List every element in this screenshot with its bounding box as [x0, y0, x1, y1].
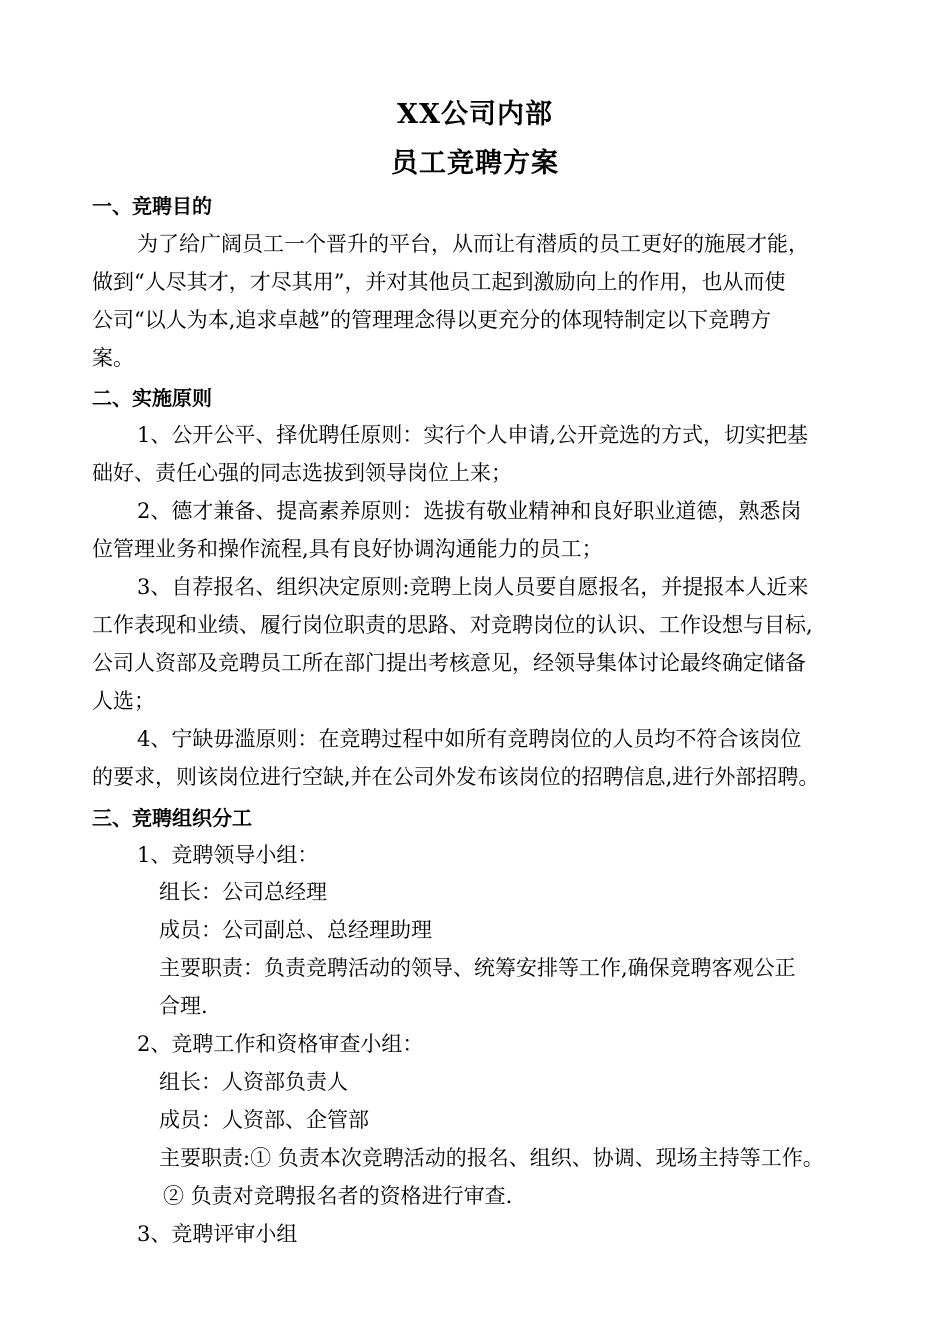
section1-heading: 一、竞聘目的: [92, 194, 212, 218]
section2-paragraph-line: 位管理业务和操作流程,具有良好协调沟通能力的员工；: [92, 537, 603, 561]
section3-paragraph-line: 成员：人资部、企管部: [159, 1108, 369, 1132]
section3-paragraph-line: 主要职责：负责竞聘活动的领导、统筹安排等工作,确保竞聘客观公正: [159, 956, 796, 980]
section3-paragraph-line: 2、竞聘工作和资格审查小组：: [137, 1032, 424, 1056]
section3-paragraph-line: 成员：公司副总、总经理助理: [159, 918, 432, 942]
section3-paragraph-line: 合理.: [159, 994, 208, 1018]
document-title-line1: XX公司内部: [397, 99, 553, 130]
section3-paragraph-line: 组长：公司总经理: [159, 880, 327, 904]
section1-paragraph-line: 为了给广阔员工一个晋升的平台，从而让有潜质的员工更好的施展才能，: [137, 232, 809, 256]
section2-paragraph-line: 础好、责任心强的同志选拔到领导岗位上来；: [92, 461, 512, 485]
section2-paragraph-line: 1、公开公平、择优聘任原则：实行个人申请,公开竞选的方式，切实把基: [137, 423, 809, 447]
section2-paragraph-line: 公司人资部及竞聘员工所在部门提出考核意见，经领导集体讨论最终确定储备: [92, 651, 806, 675]
section3-paragraph-line: 组长：人资部负责人: [159, 1070, 348, 1094]
section3-paragraph-line: 主要职责:① 负责本次竞聘活动的报名、组织、协调、现场主持等工作。: [159, 1146, 824, 1170]
section3-paragraph-line: ② 负责对竞聘报名者的资格进行审查.: [163, 1184, 513, 1208]
section1-paragraph-line: 公司“以人为本,追求卓越”的管理理念得以更充分的体现特制定以下竞聘方: [92, 308, 772, 332]
section2-paragraph-line: 人选；: [92, 689, 155, 713]
section2-paragraph-line: 3、自荐报名、组织决定原则:竞聘上岗人员要自愿报名，并提报本人近来: [137, 575, 809, 599]
section3-heading: 三、竞聘组织分工: [92, 806, 252, 830]
section2-paragraph-line: 工作表现和业绩、履行岗位职责的思路、对竞聘岗位的认识、工作设想与目标,: [92, 613, 813, 637]
section1-paragraph-line: 做到“人尽其才，才尽其用”，并对其他员工起到激励向上的作用，也从而使: [92, 270, 786, 294]
section1-paragraph-line: 案。: [92, 346, 134, 370]
section2-paragraph-line: 4、宁缺毋滥原则：在竞聘过程中如所有竞聘岗位的人员均不符合该岗位: [137, 727, 802, 751]
section2-paragraph-line: 的要求，则该岗位进行空缺,并在公司外发布该岗位的招聘信息,进行外部招聘。: [92, 765, 820, 789]
section3-paragraph-line: 1、竞聘领导小组：: [137, 843, 319, 867]
document-title-line2: 员工竞聘方案: [391, 148, 559, 179]
section3-paragraph-line: 3、竞聘评审小组: [137, 1222, 298, 1246]
section2-paragraph-line: 2、德才兼备、提高素养原则：选拔有敬业精神和良好职业道德，熟悉岗: [137, 499, 802, 523]
section2-heading: 二、实施原则: [92, 386, 212, 410]
